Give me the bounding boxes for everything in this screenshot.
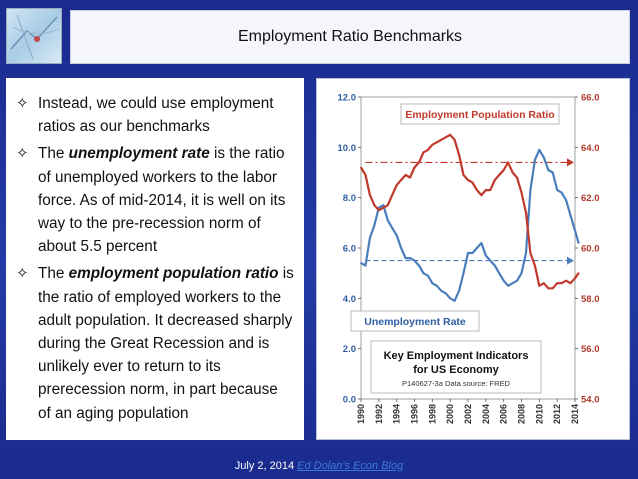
unemployment-rate-point — [400, 247, 402, 249]
employment-ratio-point — [387, 204, 389, 206]
unemployment-rate-point — [507, 285, 509, 287]
unemployment-rate-point — [578, 242, 580, 244]
unemployment-rate-point — [440, 290, 442, 292]
employment-ratio-point — [476, 189, 478, 191]
unemployment-rate-point — [512, 282, 514, 284]
x-tick-label: 2006 — [498, 404, 509, 425]
unemployment-rate-point — [521, 272, 523, 274]
unemployment-rate-point — [431, 282, 433, 284]
unemployment-rate-point — [489, 260, 491, 262]
x-tick-label: 2002 — [463, 404, 473, 425]
unemployment-rate-point — [365, 265, 367, 267]
unemployment-rate-point — [414, 260, 416, 262]
employment-ratio-point — [561, 282, 563, 284]
employment-ratio-point — [414, 167, 416, 169]
unemployment-rate-point — [436, 285, 438, 287]
employment-ratio-point — [534, 265, 536, 267]
left-tick-label: 4.0 — [342, 293, 356, 305]
employment-ratio-point — [570, 282, 572, 284]
employment-ratio-point — [418, 162, 420, 164]
unemployment-rate-point — [423, 272, 425, 274]
x-tick-label: 1998 — [427, 404, 438, 425]
unemployment-rate-point — [556, 189, 558, 191]
employment-ratio-point — [552, 287, 554, 289]
employment-ratio-point — [382, 207, 384, 209]
unemployment-rate-point — [547, 169, 549, 171]
employment-ratio-point — [472, 182, 474, 184]
bullet-item — [16, 262, 294, 424]
unemployment-rate-point — [382, 204, 384, 206]
employment-ratio-point — [454, 139, 456, 141]
unemployment-rate-point — [530, 189, 532, 191]
unemployment-rate-point — [463, 272, 465, 274]
right-tick-label: 58.0 — [581, 293, 600, 305]
bullet-segment: is the ratio of unemployed workers to the labor force. As of mid-2014, it is well on its way to the pre-recession norm of about 5.5 percent — [38, 145, 286, 256]
left-tick-label: 0.0 — [342, 394, 356, 406]
employment-ratio-point — [543, 282, 545, 284]
unemployment-rate-point — [574, 230, 576, 232]
unemployment-rate-point — [409, 257, 411, 259]
unemployment-rate-point — [538, 149, 540, 151]
left-tick-label: 8.0 — [342, 193, 356, 205]
unemployment-rate-point — [485, 255, 487, 257]
unemployment-rate-point — [516, 280, 518, 282]
footer-date: July 2, 2014 — [234, 460, 295, 472]
employment-ratio-point — [400, 179, 402, 181]
employment-ratio-point — [378, 209, 380, 211]
unemployment-rate-point — [467, 252, 469, 254]
employment-ratio-point — [409, 177, 411, 179]
unemployment-rate-point — [543, 157, 545, 159]
bullet-item — [16, 142, 294, 258]
employment-ratio-point — [449, 134, 451, 136]
employment-ratio-point — [405, 174, 407, 176]
unemployment-rate-point — [387, 219, 389, 221]
unemployment-rate-point — [360, 262, 362, 264]
footer-link[interactable]: Ed Dolan's Econ Blog — [297, 460, 404, 472]
x-tick-label: 1994 — [391, 404, 402, 425]
employment-ratio-point — [369, 194, 371, 196]
employment-chart — [317, 79, 629, 439]
unemployment-rate-point — [481, 242, 483, 244]
unemployment-rate-point — [445, 292, 447, 294]
right-tick-label: 54.0 — [581, 394, 600, 406]
left-tick-label: 2.0 — [342, 344, 356, 356]
employment-ratio-point — [391, 194, 393, 196]
right-tick-label: 56.0 — [581, 344, 600, 356]
unemployment-rate-point — [374, 224, 376, 226]
employment-ratio-point — [436, 141, 438, 143]
employment-ratio-point — [463, 174, 465, 176]
employment-ratio-point — [489, 189, 491, 191]
slide-title: Employment Ratio Benchmarks — [237, 28, 463, 45]
unemployment-rate-point — [561, 192, 563, 194]
right-tick-label: 66.0 — [581, 92, 600, 104]
employment-ratio-point — [396, 184, 398, 186]
unemployment-series-label: Unemployment Rate — [364, 316, 466, 328]
unemployment-rate-point — [405, 257, 407, 259]
info-box-subtitle: for US Economy — [413, 364, 499, 376]
bullet-segment: is the ratio of employed workers to the adult population. It decreased sharply during the Great Recession and is unlikely ever to return to its prerecession norm, in part because of an aging population — [38, 265, 294, 422]
info-box-note: P140627-3a Data source: FRED — [402, 379, 510, 388]
employment-ratio-point — [445, 136, 447, 138]
bullet-text — [38, 262, 294, 424]
right-tick-label: 60.0 — [581, 243, 600, 255]
x-tick-label: 2012 — [552, 404, 563, 425]
employment-ratio-point — [574, 277, 576, 279]
employment-series-label: Employment Population Ratio — [405, 109, 555, 121]
employment-ratio-point — [498, 174, 500, 176]
employment-ratio-point — [431, 144, 433, 146]
employment-ratio-point — [365, 174, 367, 176]
info-box-title: Key Employment Indicators — [383, 350, 529, 362]
unemployment-rate-point — [458, 290, 460, 292]
right-tick-label: 62.0 — [581, 193, 600, 205]
x-tick-label: 2014 — [570, 404, 580, 425]
unemployment-rate-point — [454, 300, 456, 302]
left-tick-label: 12.0 — [337, 92, 356, 104]
unemployment-rate-point — [503, 280, 505, 282]
employment-ratio-point — [547, 287, 549, 289]
employment-ratio-point — [521, 192, 523, 194]
unemployment-rate-point — [498, 272, 500, 274]
unemployment-rate-point — [472, 252, 474, 254]
employment-ratio-point — [516, 177, 518, 179]
unemployment-rate-point — [391, 227, 393, 229]
employment-ratio-point — [423, 152, 425, 154]
x-tick-label: 1990 — [356, 404, 366, 425]
employment-ratio-point — [494, 179, 496, 181]
bullet-text — [38, 92, 294, 138]
employment-ratio-point — [481, 194, 483, 196]
unemployment-rate-point — [396, 235, 398, 237]
bullet-star-icon: ✧ — [16, 265, 29, 283]
unemployment-rate-point — [552, 172, 554, 174]
left-tick-label: 10.0 — [337, 142, 356, 154]
unemployment-rate-point — [449, 297, 451, 299]
employment-ratio-point — [374, 204, 376, 206]
logo-image — [6, 8, 62, 64]
unemployment-rate-point — [570, 214, 572, 216]
x-tick-label: 1992 — [373, 404, 384, 425]
unemployment-rate-point — [565, 199, 567, 201]
unemployment-rate-point — [427, 275, 429, 277]
x-tick-label: 2010 — [534, 404, 545, 425]
employment-ratio-point — [556, 282, 558, 284]
employment-ratio-point — [360, 167, 362, 169]
bullet-star-icon: ✧ — [16, 145, 29, 163]
unemployment-rate-point — [534, 159, 536, 161]
bullet-segment: The — [38, 145, 69, 163]
employment-ratio-point — [427, 149, 429, 151]
x-tick-label: 2008 — [516, 404, 527, 425]
employment-ratio-point — [530, 252, 532, 254]
employment-ratio-point — [525, 212, 527, 214]
bullet-emphasis: unemployment rate — [68, 145, 210, 163]
employment-ratio-point — [565, 280, 567, 282]
employment-ratio-point — [440, 139, 442, 141]
bullet-emphasis: employment population ratio — [68, 265, 279, 283]
x-tick-label: 2000 — [445, 404, 456, 425]
employment-ratio-point — [578, 272, 580, 274]
title-bar — [70, 10, 630, 64]
x-tick-label: 2004 — [480, 404, 491, 425]
chart-panel — [316, 78, 630, 440]
bullet-star-icon: ✧ — [16, 95, 29, 112]
employment-ratio-point — [485, 189, 487, 191]
employment-ratio-point — [467, 179, 469, 181]
right-tick-label: 64.0 — [581, 142, 600, 154]
unemployment-rate-point — [494, 265, 496, 267]
unemployment-rate-point — [476, 247, 478, 249]
employment-ratio-point — [538, 285, 540, 287]
unemployment-rate-point — [525, 252, 527, 254]
footer — [0, 460, 638, 472]
unemployment-rate-point — [369, 237, 371, 239]
text-panel — [6, 78, 304, 440]
bullet-item — [16, 92, 294, 138]
bullet-segment: The — [38, 265, 69, 283]
bullet-text — [38, 142, 294, 258]
employment-ratio-point — [458, 154, 460, 156]
bullet-segment: Instead, we could use employment ratios as our benchmarks — [38, 95, 274, 136]
employment-ratio-point — [507, 162, 509, 164]
employment-ratio-point — [512, 172, 514, 174]
x-tick-label: 1996 — [409, 404, 420, 425]
left-tick-label: 6.0 — [342, 243, 356, 255]
unemployment-rate-point — [418, 265, 420, 267]
employment-ratio-point — [503, 169, 505, 171]
